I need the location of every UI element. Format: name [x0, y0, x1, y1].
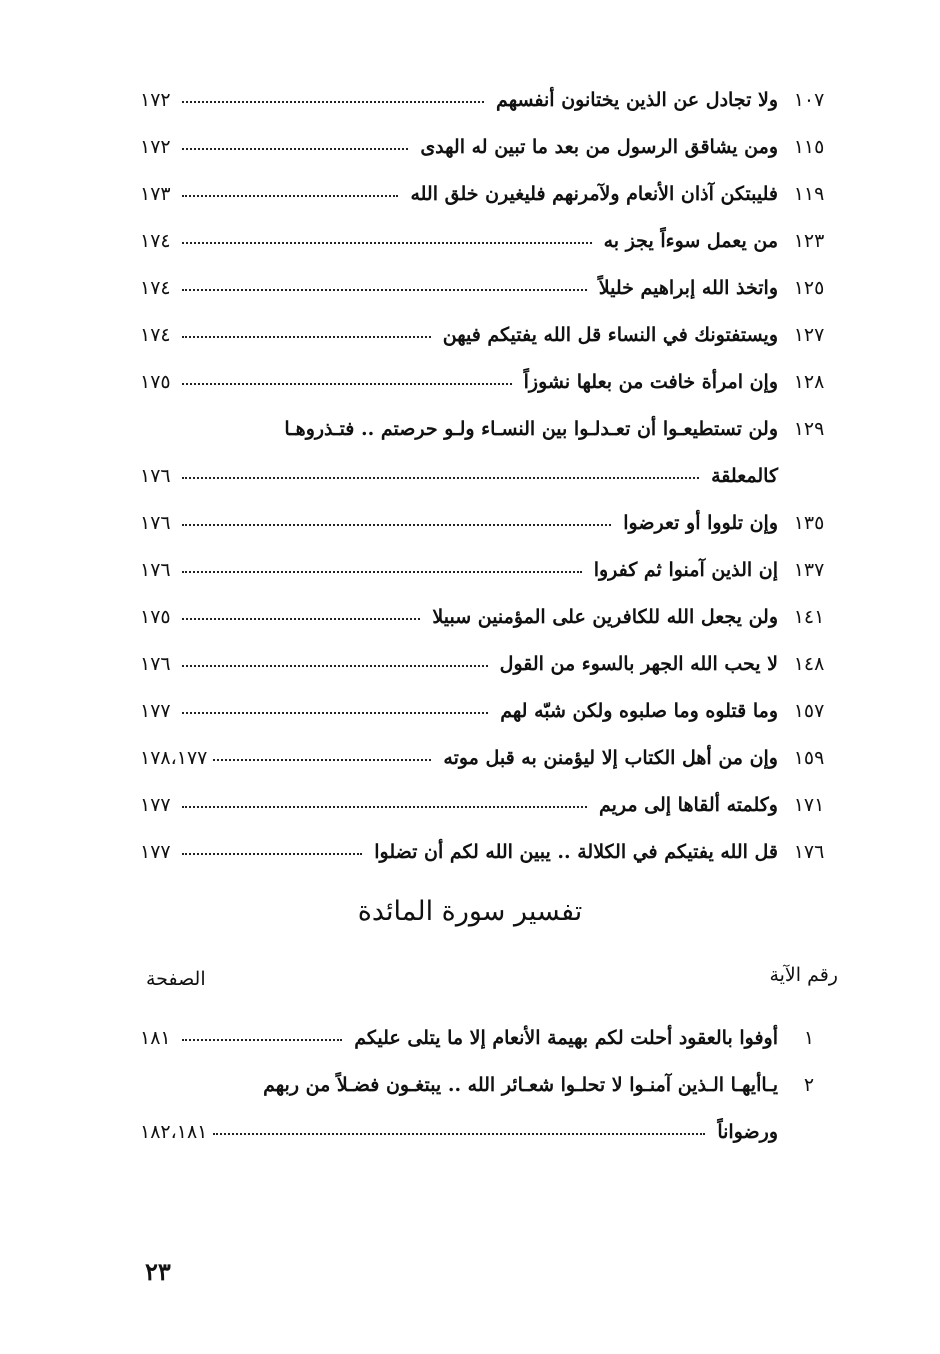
verse-text: ولن يجعل الله للكافرين على المؤمنين سبيلا [432, 606, 778, 628]
verse-number: ١ [803, 1027, 815, 1049]
page-reference: ١٧٦ [140, 512, 171, 534]
column-header-page: الصفحة [146, 968, 206, 990]
index-entry [140, 511, 840, 535]
leader-dots [182, 1039, 342, 1041]
verse-number: ١٤١ [793, 606, 825, 628]
verse-number: ١٥٧ [793, 700, 825, 722]
page-reference: ١٧٧ [140, 794, 171, 816]
verse-number: ١٢٩ [793, 418, 825, 440]
verse-text: ومن يشاقق الرسول من بعد ما تبين له الهدى [420, 136, 778, 158]
leader-dots [182, 806, 587, 808]
verse-number: ١١٥ [793, 136, 825, 158]
leader-dots [182, 524, 611, 526]
index-entry [140, 88, 840, 112]
index-entry-multiline [140, 1073, 840, 1097]
verse-number: ١٣٥ [793, 512, 825, 534]
verse-text: وإن امرأة خافت من بعلها نشوزاً [523, 371, 778, 393]
verse-text: وكلمته ألقاها إلى مريم [598, 794, 778, 816]
verse-text: لا يحب الله الجهر بالسوء من القول [499, 653, 778, 675]
leader-dots [182, 289, 587, 291]
column-header-verse: رقم الآية [769, 964, 838, 986]
verse-number: ١٢٥ [793, 277, 825, 299]
leader-dots [213, 759, 431, 761]
verse-text: وإن تلووا أو تعرضوا [623, 512, 778, 534]
page-reference: ١٧٦ [140, 465, 171, 487]
leader-dots [182, 336, 431, 338]
index-entry [140, 840, 840, 864]
leader-dots [182, 712, 488, 714]
verse-text: قل الله يفتيكم في الكلالة .. يبين الله لكم أن تضلوا [374, 841, 778, 863]
leader-dots [182, 242, 592, 244]
index-entry [140, 135, 840, 159]
index-entry-multiline [140, 417, 840, 441]
verse-number: ١٠٧ [793, 89, 825, 111]
leader-dots [182, 618, 420, 620]
verse-number: ١٥٩ [793, 747, 825, 769]
verse-text: يـاأيهـا الـذين آمنـوا لا تحلـوا شعـائر الله .. يبتغـون فضـلاً من ربهم [263, 1074, 778, 1096]
leader-dots [182, 195, 398, 197]
leader-dots [182, 853, 362, 855]
verse-text: وما قتلوه وما صلبوه ولكن شبّه لهم [500, 700, 778, 722]
leader-dots [182, 665, 488, 667]
leader-dots [182, 383, 512, 385]
leader-dots [182, 571, 582, 573]
page-reference: ١٧٦ [140, 653, 171, 675]
verse-text: إن الذين آمنوا ثم كفروا [593, 559, 778, 581]
verse-number: ١١٩ [793, 183, 825, 205]
verse-text: ويستفتونك في النساء قل الله يفتيكم فيهن [442, 324, 778, 346]
index-entry [140, 746, 840, 770]
index-entry [140, 1026, 840, 1050]
page-reference: ١٨٢،١٨١ [140, 1121, 208, 1143]
index-entry [140, 276, 840, 300]
verse-text: من يعمل سوءاً يجز به [603, 230, 778, 252]
verse-number: ١٤٨ [793, 653, 825, 675]
page-reference: ١٨١ [140, 1027, 171, 1049]
page-reference: ١٧٤ [140, 277, 171, 299]
page-reference: ١٧٨،١٧٧ [140, 747, 208, 769]
leader-dots [182, 477, 699, 479]
verse-text: وإن من أهل الكتاب إلا ليؤمنن به قبل موته [443, 747, 778, 769]
verse-number: ١٢٧ [793, 324, 825, 346]
page-reference: ١٧٢ [140, 89, 171, 111]
index-entry-continuation [140, 464, 840, 488]
page-reference: ١٧٥ [140, 371, 171, 393]
index-entry [140, 323, 840, 347]
verse-number: ١٢٨ [793, 371, 825, 393]
page-reference: ١٧٤ [140, 324, 171, 346]
verse-number: ١٣٧ [793, 559, 825, 581]
leader-dots [213, 1133, 705, 1135]
verse-text-continuation: ورضواناً [717, 1121, 778, 1143]
page-reference: ١٧٤ [140, 230, 171, 252]
index-entry [140, 182, 840, 206]
page-number: ٢٣ [145, 1257, 171, 1286]
verse-text: فليبتكن آذان الأنعام ولآمرنهم فليغيرن خلق الله [410, 183, 778, 205]
page-reference: ١٧٧ [140, 700, 171, 722]
index-entry [140, 699, 840, 723]
leader-dots [182, 101, 484, 103]
index-entry [140, 652, 840, 676]
verse-number: ١٧١ [793, 794, 825, 816]
verse-text-continuation: كالمعلقة [711, 465, 778, 487]
verse-text: ولن تستطيعـوا أن تعـدلـوا بين النسـاء ولـو حرصتم .. فتـذروهـا [284, 418, 778, 440]
verse-number: ١٧٦ [793, 841, 825, 863]
verse-number: ١٢٣ [793, 230, 825, 252]
page-reference: ١٧٦ [140, 559, 171, 581]
index-entry [140, 229, 840, 253]
verse-text: ولا تجادل عن الذين يختانون أنفسهم [496, 89, 778, 111]
page-reference: ١٧٧ [140, 841, 171, 863]
index-entry [140, 558, 840, 582]
page-reference: ١٧٥ [140, 606, 171, 628]
index-entry [140, 605, 840, 629]
index-entry-continuation [140, 1120, 840, 1144]
index-entry [140, 793, 840, 817]
index-entry [140, 370, 840, 394]
verse-text: واتخذ الله إبراهيم خليلاً [598, 277, 778, 299]
section-title: تفسير سورة المائدة [357, 896, 583, 927]
verse-text: أوفوا بالعقود أحلت لكم بهيمة الأنعام إلا ما يتلى عليكم [354, 1027, 778, 1049]
page-reference: ١٧٣ [140, 183, 171, 205]
page-reference: ١٧٢ [140, 136, 171, 158]
verse-number: ٢ [803, 1074, 815, 1096]
leader-dots [182, 148, 408, 150]
